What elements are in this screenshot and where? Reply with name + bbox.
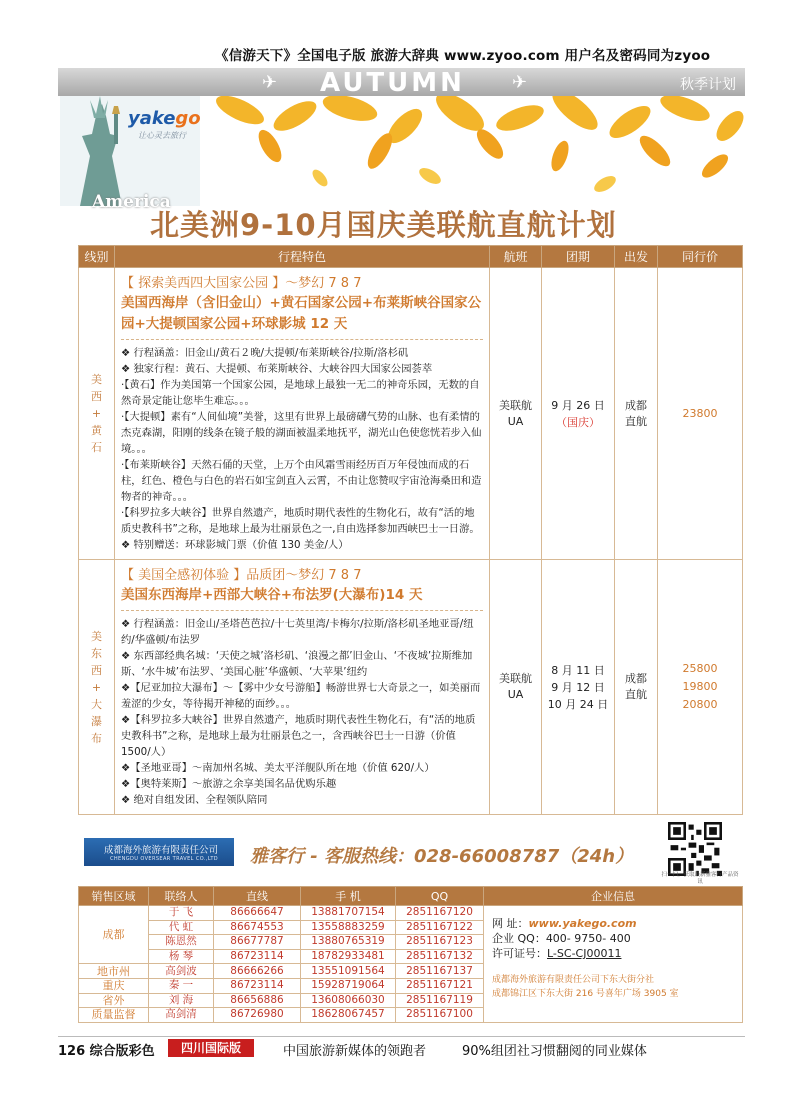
route-cell: 美 西 + 黄 石	[79, 268, 115, 560]
contact-mobile: 13551091564	[301, 964, 396, 979]
header-price: 同行价	[658, 246, 743, 268]
contact-header-row	[79, 887, 743, 906]
region-cell: 地市州	[79, 964, 149, 979]
feature-item: ❖ 独家行程：黄石、大提顿、布莱斯峡谷、大峡谷四大国家公园荟萃	[121, 363, 433, 375]
company-license: 许可证号：L-SC-CJ00011	[492, 947, 622, 960]
hotline-text: 雅客行 - 客服热线：028-66008787（24h）	[250, 846, 634, 867]
contact-name: 陈恩然	[149, 935, 214, 950]
contact-qq: 2851167123	[396, 935, 484, 950]
dates-cell: 8 月 11 日 9 月 12 日 10 月 24 日	[542, 560, 615, 815]
contact-qq: 2851167132	[396, 949, 484, 964]
page-number: 126 综合版彩色	[58, 1044, 155, 1059]
contact-qq: 2851167120	[396, 906, 484, 921]
company-address: 成都海外旅游有限责任公司下东大街分社 成都锦江区下东大街 216 号喜年广场 3905 室	[492, 975, 679, 999]
features-cell	[115, 560, 490, 815]
features-cell	[115, 268, 490, 560]
contact-tel: 86726980	[214, 1008, 301, 1023]
contact-name: 秦 一	[149, 978, 214, 993]
feature-item: ❖【圣地亚哥】～南加州名城、美太平洋舰队所在地（价值 620/人）	[121, 762, 435, 774]
flight-cell: 美联航 UA	[490, 268, 542, 560]
feature-item: ❖【奥特莱斯】～旅游之余享美国名品优购乐趣	[121, 778, 337, 790]
contact-name: 代 虹	[149, 920, 214, 935]
itinerary-header-row	[79, 246, 743, 268]
contact-mobile: 18628067457	[301, 1008, 396, 1023]
footer-slogan: 90%组团社习惯翻阅的同业媒体	[462, 1044, 647, 1059]
contact-tel: 86666266	[214, 964, 301, 979]
region-cell: 质量监督	[79, 1008, 149, 1023]
banner-right-text: 秋季计划	[680, 77, 736, 93]
feature-item: ❖ 行程涵盖：旧金山/黄石２晚/大提顿/布莱斯峡谷/拉斯/洛杉矶	[121, 347, 409, 359]
qr-code-icon	[668, 822, 722, 876]
divider	[121, 610, 483, 611]
agency-name-cn: 成都海外旅游有限责任公司	[104, 845, 219, 856]
date-note: （国庆）	[556, 415, 600, 429]
region-cell: 省外	[79, 993, 149, 1008]
region-cell: 重庆	[79, 978, 149, 993]
contact-mobile: 13608066030	[301, 993, 396, 1008]
feature-item: ·【布莱斯峡谷】天然石俑的天堂，上万个由风霜雪雨经历百万年侵蚀而成的石柱，红色、橙色与白色的岩石如宝剑直入云霄，不由让您赞叹宇宙沧海桑田和造物者的神奇。。。	[121, 459, 482, 503]
contact-tel: 86656886	[214, 993, 301, 1008]
contact-mobile: 15928719064	[301, 978, 396, 993]
package-route: 美国东西海岸+西部大峡谷+布法罗(大瀑布)14 天	[121, 587, 423, 603]
price-cell: 23800	[658, 268, 743, 560]
feature-item: ❖ 绝对自组发团、全程领队陪同	[121, 794, 268, 806]
header-mobile: 手 机	[301, 887, 396, 906]
price-cell: 25800 19800 20800	[658, 560, 743, 815]
company-info-cell	[484, 906, 743, 1023]
feature-item: ❖【尼亚加拉大瀑布】～【雾中少女号游船】畅游世界七大奇景之一，如美丽而羞涩的少女，等待揭开神秘的面纱。。。	[121, 682, 481, 710]
header-features: 行程特色	[115, 246, 490, 268]
departure-cell: 成都 直航	[615, 560, 658, 815]
america-text: America	[92, 192, 171, 212]
airplane-icon: ✈	[512, 72, 528, 93]
contact-qq: 2851167122	[396, 920, 484, 935]
agency-name-en: CHENGDU OVERSEAR TRAVEL CO.,LTD	[110, 856, 219, 862]
contact-qq: 2851167119	[396, 993, 484, 1008]
feature-item: ·【大提顿】素有“人间仙境”美誉，这里有世界上最磅礴气势的山脉、也有柔情的杰克森湖，阳刚的线条在镜子般的湖面被温柔地抚平，湖光山色使您恍若步入仙境。。。	[121, 411, 482, 455]
header-departure: 出发	[615, 246, 658, 268]
flight-cell: 美联航 UA	[490, 560, 542, 815]
header-flight: 航班	[490, 246, 542, 268]
header-contact: 联络人	[149, 887, 214, 906]
contact-tel: 86723114	[214, 949, 301, 964]
feature-item: ❖ 行程涵盖：旧金山/圣塔芭芭拉/十七英里湾/卡梅尔/拉斯/洛杉矶圣地亚哥/纽约/华盛顿/布法罗	[121, 618, 474, 646]
contact-mobile: 13881707154	[301, 906, 396, 921]
banner-word: AUTUMN	[320, 68, 465, 98]
departure-cell: 成都 直航	[615, 268, 658, 560]
edition-badge: 四川国际版	[168, 1039, 254, 1057]
itinerary-row	[79, 268, 743, 560]
header-region: 销售区域	[79, 887, 149, 906]
contact-mobile: 13558883259	[301, 920, 396, 935]
package-route: 美国西海岸（含旧金山）+黄石国家公园+布莱斯峡谷国家公园+大提顿国家公园+环球影城 12 天	[121, 295, 482, 332]
itinerary-table	[78, 245, 743, 815]
qr-caption: 扫一扫，获取最新雅客行产品资讯	[661, 872, 739, 885]
contact-mobile: 13880765319	[301, 935, 396, 950]
header-qq: QQ	[396, 887, 484, 906]
contact-tel: 86723114	[214, 978, 301, 993]
autumn-leaves-decoration	[200, 96, 745, 206]
header-dates: 团期	[542, 246, 615, 268]
header-company: 企业信息	[484, 887, 743, 906]
contact-tel: 86674553	[214, 920, 301, 935]
top-header: 《信游天下》全国电子版 旅游大辞典 www.zyoo.com 用户名及密码同为zyoo	[215, 48, 711, 64]
feature-item: ❖ 特别赠送：环球影城门票（价值 130 美金/人）	[121, 539, 349, 551]
header-route: 线别	[79, 246, 115, 268]
brand-logo: yakego	[128, 108, 201, 129]
contact-name: 于 飞	[149, 906, 214, 921]
itinerary-row	[79, 560, 743, 815]
divider	[121, 339, 483, 340]
contact-name: 刘 海	[149, 993, 214, 1008]
contact-qq: 2851167121	[396, 978, 484, 993]
dates-cell: 9 月 26 日 （国庆）	[542, 268, 615, 560]
contact-tel: 86677787	[214, 935, 301, 950]
contact-name: 高剑清	[149, 1008, 214, 1023]
footer-slogan: 中国旅游新媒体的领跑者	[283, 1044, 427, 1059]
brand-slogan: 让心灵去旅行	[138, 131, 186, 140]
feature-item: ·【黄石】作为美国第一个国家公园，是地球上最独一无二的神奇乐园，无数的自然奇景定能让您毕生难忘。。。	[121, 379, 480, 407]
feature-item: ❖ 东西部经典名城：‘天使之城’洛杉矶、‘浪漫之都’旧金山、‘不夜城’拉斯维加斯、‘水牛城’布法罗、‘美国心脏’华盛顿、‘大苹果’纽约	[121, 650, 473, 678]
package-name: 【 美国全感初体验 】品质团～梦幻 7 8 7	[121, 568, 362, 583]
main-title: 北美洲9-10月国庆美联航直航计划	[150, 208, 617, 242]
contact-qq: 2851167137	[396, 964, 484, 979]
contact-row	[79, 906, 743, 921]
feature-item: ·【科罗拉多大峡谷】世界自然遗产，地质时期代表性的生物化石，故有“活的地质史教科书”之称，是地球上最为壮丽景色之一,自由选择参加西峡巴士一日游。	[121, 507, 480, 535]
feature-list	[121, 345, 483, 553]
company-qq: 企业 QQ：400- 9750- 400	[492, 932, 631, 945]
airplane-icon: ✈	[262, 72, 278, 93]
contact-table	[78, 886, 743, 1023]
route-cell: 美 东 西 + 大 瀑 布	[79, 560, 115, 815]
company-website: 网 址：www.yakego.com	[492, 917, 637, 930]
feature-item: ❖【科罗拉多大峡谷】世界自然遗产，地质时期代表性生物化石，有“活的地质史教科书”之称，是地球上最为壮丽景色之一，含西峡谷巴士一日游（价值 1500/人）	[121, 714, 476, 758]
contact-name: 杨 琴	[149, 949, 214, 964]
contact-qq: 2851167100	[396, 1008, 484, 1023]
contact-tel: 86666647	[214, 906, 301, 921]
contact-mobile: 18782933481	[301, 949, 396, 964]
header-tel: 直线	[214, 887, 301, 906]
region-cell: 成都	[79, 906, 149, 964]
feature-list	[121, 616, 483, 808]
package-name: 【 探索美西四大国家公园 】～梦幻 7 8 7	[121, 276, 362, 291]
contact-name: 高剑波	[149, 964, 214, 979]
